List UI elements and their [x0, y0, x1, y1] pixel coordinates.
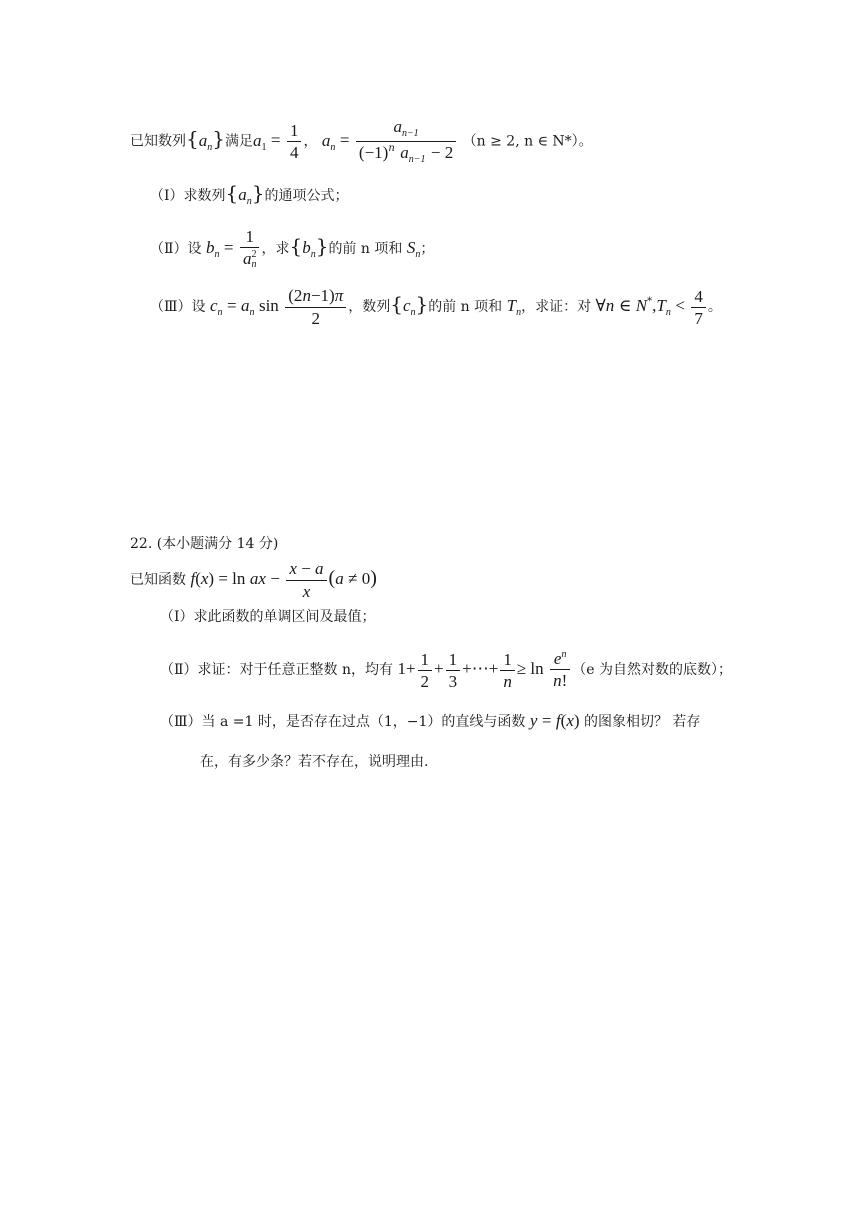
p22-f-fraction: $\frac{x - a}{x}$: [286, 560, 326, 600]
p21-part3-tail1: 的前 n 项和: [428, 299, 503, 315]
p22-part1-label: （Ⅰ）: [160, 609, 194, 625]
p22-nth-fraction: $\frac{1}{n}$: [500, 651, 515, 690]
p22-part2-line: （Ⅱ）求证：对于任意正整数 n，均有 1+ $\frac{1}{2}$ + $\frac{1}{3}$ +⋯+ $\frac{1}{n}$ ≥ ln $\frac{e^n}{n!}$ （e 为自然对数的底数）；: [160, 649, 732, 691]
p22-part3-tail: 的图象相切？ 若存: [583, 714, 701, 730]
p21-satisfy-text: 满足: [224, 133, 253, 150]
p21-part3-line: （Ⅲ）设 $c_n = a_n$ sin $\frac{(2n-1)\pi}{2}$ ，数列$\{c_n\}$的前 n 项和 $T_n$，求证：对 ∀n ∈ $N^*,T_n$ < $\frac{4}{7}$ 。: [150, 286, 722, 328]
p22-en-fraction: $\frac{e^n}{n!}$: [550, 650, 570, 690]
p22-part3-line2: 在，有多少条？若不存在，说明理由.: [200, 754, 429, 770]
p21-sin-fraction: $\frac{(2n-1)\pi}{2}$: [285, 287, 346, 327]
p22-part1-text: 求此函数的单调区间及最值；: [193, 609, 376, 625]
p21-intro-text: 已知数列: [130, 133, 186, 150]
p21-a1-fraction: $\frac{1}{4}$: [287, 122, 302, 161]
p21-part3-end: 。: [707, 299, 722, 315]
p21-part2-line: （Ⅱ）设 $b_n$ = $\frac{1}{a_n^2}$ ，求$\{b_n\}$的前 n 项和 $S_n$；: [150, 227, 435, 270]
p21-part2-tail1: 的前 n 项和: [328, 241, 403, 257]
p22-header: 22. (本小题满分 14 分): [130, 536, 279, 552]
p21-condition: （n ≥ 2, n ∈ N*）。: [462, 133, 593, 150]
p21-part2-tail2: ；: [420, 241, 435, 257]
p21-part1-line: （Ⅰ）求数列$\{a_n\}$的通项公式；: [150, 181, 349, 207]
p21-part3-label: （Ⅲ）: [150, 299, 192, 315]
p22-half-fraction: $\frac{1}{2}$: [418, 651, 433, 690]
p22-third-fraction: $\frac{1}{3}$: [446, 651, 461, 690]
p22-part2-label: （Ⅱ）: [160, 662, 198, 678]
p21-comma: ，: [303, 133, 318, 150]
p22-part3-label: （Ⅲ）: [160, 714, 202, 730]
p21-part3-mid: ，数列: [348, 299, 391, 315]
p21-bound-fraction: $\frac{4}{7}$: [691, 288, 706, 327]
p21-intro-line: 已知数列$\{a_n\}$满足$a_1$ = $\frac{1}{4}$ ， $a_n$ = $\frac{a_{n-1}}{(-1)^n a_{n-1} - 2}$ （n ≥ 2, n ∈ N*）。: [130, 117, 593, 165]
p21-part2-label: （Ⅱ）: [150, 241, 188, 257]
p21-part1-label: （Ⅰ）: [150, 188, 184, 204]
p21-part3-tail2: ，求证：对: [521, 299, 592, 315]
p22-part1-line: [160, 610, 376, 624]
p22-part3-text: 当 a =1 时，是否存在过点（1，−1）的直线与函数: [201, 714, 526, 730]
p22-part2-text: 求证：对于任意正整数 n，均有: [197, 662, 393, 678]
p21-part2-text: 设: [187, 241, 202, 257]
p21-recurrence-fraction: $\frac{a_{n-1}}{(-1)^n a_{n-1} - 2}$: [356, 118, 456, 165]
p22-part3-line: （Ⅲ）当 a =1 时，是否存在过点（1，−1）的直线与函数 y = f(x) 的图象相切？ 若存: [160, 711, 701, 730]
p21-part3-text: 设: [191, 299, 206, 315]
p22-intro-line: 已知函数 f(x) = ln ax − $\frac{x - a}{x}$ (a ≠ 0): [130, 559, 377, 601]
p21-part1-tail: 的通项公式；: [264, 188, 349, 204]
p21-bn-fraction: $\frac{1}{a_n^2}$: [240, 228, 260, 270]
p22-part2-tail: （e 为自然对数的底数）；: [572, 662, 732, 678]
p21-part1-text: 求数列: [183, 188, 226, 204]
p21-part2-mid: ，求: [261, 241, 290, 257]
p22-intro-text: 已知函数: [130, 572, 186, 588]
